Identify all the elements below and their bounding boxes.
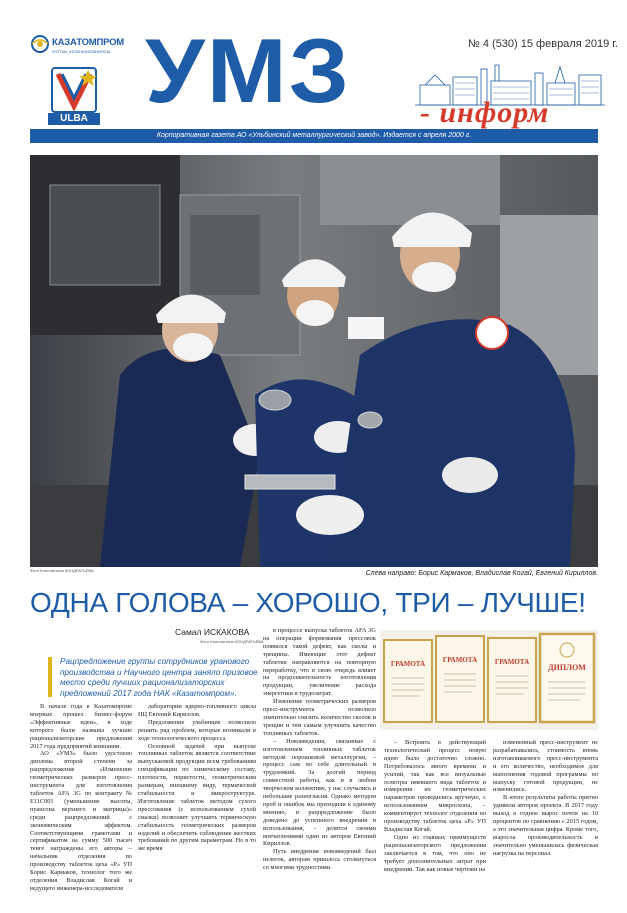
paragraph: лаборатории ядерно-топливного цикла НЦ Евгений Кириллов. xyxy=(138,703,256,718)
paragraph: Изменение геометрических размеров пресс-инструмента позволило значительно снизить количество сколов и трещин и тем самым улучшить качество топливных таблеток. xyxy=(263,698,376,737)
article-column-1 xyxy=(30,703,132,908)
diploma xyxy=(540,634,594,722)
photo-credit: Фото Константина КОНДРАТЬЕВА xyxy=(30,568,94,573)
certificate-title: ГРАМОТА xyxy=(442,656,478,664)
paragraph: В начале года в Казатомпроме впервые прошел бизнес-форум «Эффективные идеи», в ходе которого были названы лучшие рационализаторские предложения 2017 года предприятий компании. xyxy=(30,703,132,750)
ulba-label: ULBA xyxy=(48,113,100,125)
paragraph: – Нововведения, связанные с изготовлением топливных таблеток методом порошковой металлургии, – процесс сам по себе длительный и трудоемкий. За долгий период совместной работы, как и в любом творческом коллективе, у нас случались и небольшие разногласия. Однако методом проб и ошибок мы приходили к единому мнению, и рацпредложение было доведено до успешного внедрения и использования, – делится своими впечатлениями один из авторов Евгений Кириллов. xyxy=(263,737,376,848)
paragraph: Путь внедрения нововведений был нелегок, авторам пришлось столкнуться со многими трудностями. xyxy=(263,848,376,872)
author-photo-credit: Фото Константина КОНДРАТЬЕВА xyxy=(200,639,264,644)
paragraph: В итоге результаты работы притно удивили авторов проекта. В 2017 году выход в годное вырос почти на 10 процентов по сравнению с 2015 годом, а это значительная цифра. Кроме того, выросла производительность и значительно уменьшилась физическая нагрузка на персонал. xyxy=(493,794,598,857)
paragraph: АО «УМЗ» было удостоено диплома второй степени за рацпредложение «Изменение геометрических размеров пресс-инструмента для изготовления таблеток AFA 3G по контракту № Е11C001 (уменьшение высоты, пуансона верхнего и матрицы)» среди рацпредложений с экономическим эффектом. Соответствующими грамотами и сертификатом на сумму 500 тысяч тенге награждены его авторы – начальник отделения по производству таблеток цеха «Р» УП Борис Кармаков, технолог того же отделения Владислав Когай и ведущего инженера-исследователя xyxy=(30,750,132,892)
lead-accent-bar xyxy=(48,657,52,697)
newspaper-title: УМЗ xyxy=(145,20,351,122)
paragraph: Основной задачей при выпуске топливных таблеток является соответствие выпускаемой продукции всем требованиям спецификации по химическому составу, плотности, пористости, геометрическим размерам, внешнему виду, термической стабильности и микроструктуре. Изготовление таблеток методом сухого прессования (с использованием сухой смазки) позволяет улучшить термическую стабильность геометрических размеров изделий и обеспечить соблюдение жестких требований по другим параметрам. Но в то же время xyxy=(138,742,256,853)
article-column-4 xyxy=(384,739,486,908)
certificate-title: ГРАМОТА xyxy=(390,660,426,668)
paragraph: измененный пресс-инструмент не разрабатывались, стоимость вновь изготавливаемого пресс-инструмента и его количество, необходимое для выполнения годовой программы по выпуску готовой продукции, не изменились. xyxy=(493,739,598,794)
article-column-2 xyxy=(138,703,256,908)
certificates-image xyxy=(380,630,598,730)
main-photo xyxy=(30,155,598,567)
certificate xyxy=(436,636,484,722)
paragraph: – Встроить в действующий технологический процесс новую идею было достаточно сложно. Потребовалось много времени и усилий, так как все визуальные осмотры имевшего вида таблеток и измерения их геометрических параметров проводились вручную, с использованием микроскопа, – комментирует технолог отделения по производству таблеток цеха «Р» УП Владислав Когай. xyxy=(384,739,486,833)
kazatomprom-subtitle: ҰЛТТЫҚ АТОМ КОМПАНИЯСЫ xyxy=(52,49,111,54)
diploma-title: ДИПЛОМ xyxy=(548,663,586,672)
tagline-text: Корпоративная газета АО «Ульбинский металлургический завод». Издается с апреля 2000 г. xyxy=(156,132,472,139)
article-headline: ОДНА ГОЛОВА – ХОРОШО, ТРИ – ЛУЧШЕ! xyxy=(30,587,586,618)
certificate xyxy=(384,640,432,722)
article-author: Самал ИСКАКОВА xyxy=(175,627,250,637)
article-lead: Рацпредложение группы сотрудников уранового производства и Научного центра заняло призовое место среди лучших рационализаторских предложений 2017 года НАК «Казатомпром». xyxy=(60,657,258,698)
certificate xyxy=(488,638,536,722)
article-column-5 xyxy=(493,739,598,908)
photo-caption: Слева направо: Борис Кармаков, Владислав Когай, Евгений Кириллов. xyxy=(365,570,598,577)
issue-info: № 4 (530) 15 февраля 2019 г. xyxy=(468,38,618,50)
certificate-title: ГРАМОТА xyxy=(494,658,530,666)
paragraph: Одно из главных преимуществ рационализаторского предложения заключается в том, что оно не требует дополнительных затрат при внедрении. Так как новые чертежи на xyxy=(384,833,486,873)
paragraph: в процессе выпуска таблеток AFA 3G на операции формования прессовок появился такой дефект, как сколы и трещины. Имеющие этот дефект таблетки направляются на повторную переработку, что в свою очередь влияет на продолжительность изготовления продукции, увеличение расхода энергетики и трудозатрат. xyxy=(263,627,376,698)
article-column-3 xyxy=(263,627,376,908)
paragraph: Предложение ульбинцев позволило решить ряд проблем, которые возникали в ходе технологического процесса. xyxy=(138,718,256,742)
newspaper-subtitle: - информ xyxy=(420,96,550,129)
kazatomprom-name: КАЗАТОМПРОМ xyxy=(52,37,125,48)
